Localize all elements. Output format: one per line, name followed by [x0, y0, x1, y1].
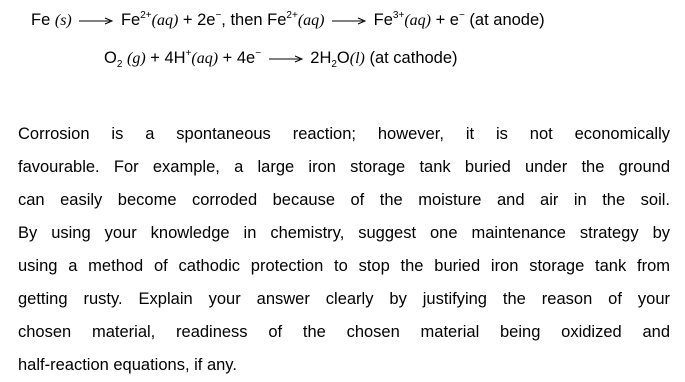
cathode-label: (at cathode) — [369, 49, 458, 67]
anode-label: (at anode) — [469, 11, 545, 29]
state-aq: (aq) — [191, 50, 219, 67]
anode-equation — [31, 10, 545, 33]
charge-3plus: 3+ — [392, 10, 405, 21]
charge-2plus: 2+ — [140, 10, 152, 21]
paragraph-line: chosen material, readiness of the chosen material being oxidized and — [18, 323, 670, 341]
reaction-arrow-icon — [79, 16, 113, 26]
subscript-2b: 2 — [331, 59, 337, 70]
cathode-equation — [104, 48, 458, 71]
electron-charge: − — [215, 10, 222, 21]
paragraph-line: Corrosion is a spontaneous reaction; however, it is not economically — [18, 125, 670, 143]
species-water: 2H — [310, 49, 332, 67]
state-liquid: (l) — [349, 50, 365, 67]
state-gas: (g) — [127, 50, 146, 67]
reaction-arrow-icon — [332, 16, 366, 26]
electron-term: + e — [435, 11, 459, 29]
electrons-term: + 2e — [182, 11, 216, 29]
state-aq-b: (aq) — [297, 12, 325, 29]
species-fe2: Fe — [120, 11, 141, 29]
paragraph-line: using a method of cathodic protection to stop the buried iron storage tank from — [18, 257, 670, 275]
hydrogen-term: + 4H — [150, 49, 186, 67]
question-paragraph — [18, 118, 670, 382]
state-aq: (aq) — [151, 12, 179, 29]
paragraph-line: getting rusty. Explain your answer clearly by justifying the reason of your — [18, 290, 670, 308]
species-fe3: Fe — [373, 11, 393, 29]
species-o2: O — [104, 49, 117, 67]
paragraph-line: By using your knowledge in chemistry, suggest one maintenance strategy by — [18, 224, 670, 242]
then-clause: , then Fe — [221, 11, 287, 29]
electron-charge-b: − — [458, 10, 465, 21]
paragraph-line: can easily become corroded because of the moisture and air in the soil. — [18, 191, 670, 209]
paragraph-line: half-reaction equations, if any. — [18, 356, 237, 374]
state-solid: (s) — [54, 12, 72, 29]
subscript-2: 2 — [116, 59, 123, 70]
paragraph-line: favourable. For example, a large iron storage tank buried under the ground — [18, 158, 670, 176]
reaction-arrow-icon — [269, 54, 303, 64]
electron-charge: − — [255, 48, 262, 59]
species-fe: Fe — [31, 11, 51, 29]
species-water-o: O — [336, 49, 350, 67]
state-aq-c: (aq) — [404, 12, 431, 29]
electrons-term: + 4e — [222, 49, 256, 67]
charge-2plus-b: 2+ — [286, 10, 298, 21]
h-charge: + — [185, 48, 192, 59]
